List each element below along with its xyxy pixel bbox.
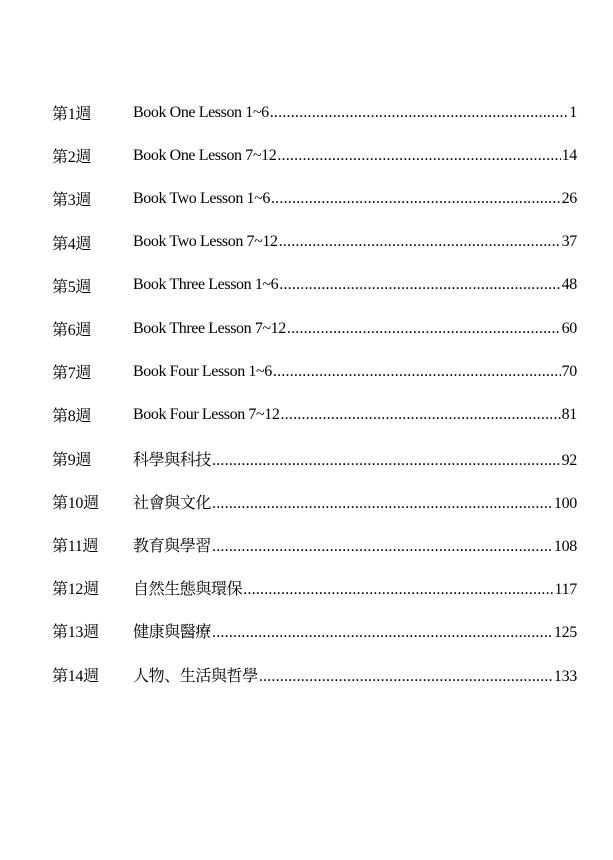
toc-title: Book Four Lesson 1~6 (133, 362, 272, 380)
dot-leader (277, 147, 560, 165)
toc-title: 社會與文化 (133, 494, 212, 512)
toc-week-label: 第13週 (52, 624, 99, 642)
toc-title: Book Three Lesson 1~6 (133, 276, 279, 294)
toc-title: 人物、生活與哲學 (133, 667, 258, 685)
toc-week-label: 第8週 (52, 408, 92, 426)
dot-leader (273, 363, 561, 381)
toc-page-number: 37 (561, 233, 577, 251)
toc-entry[interactable] (0, 480, 613, 523)
dot-leader (212, 538, 553, 556)
dot-leader (212, 624, 553, 642)
toc-entry[interactable] (0, 609, 613, 652)
toc-entry-line (133, 447, 577, 470)
dot-leader (212, 495, 553, 513)
dot-leader (279, 276, 560, 294)
toc-entry-line (133, 104, 577, 122)
toc-page-number: 125 (553, 624, 577, 642)
toc-title: Book One Lesson 7~12 (133, 146, 277, 164)
toc-entry-line (133, 276, 577, 294)
toc-page-number: 117 (554, 581, 577, 599)
toc-entry[interactable] (0, 350, 613, 393)
toc-page-number: 14 (561, 146, 577, 164)
toc-entry[interactable] (0, 177, 613, 220)
toc-entry[interactable] (0, 134, 613, 177)
toc-week-label: 第14週 (52, 667, 99, 685)
toc-week-label: 第1週 (52, 106, 92, 124)
toc-entry[interactable] (0, 393, 613, 436)
toc-entry-line (133, 533, 577, 556)
toc-title: 科學與科技 (133, 451, 212, 469)
toc-title: 健康與醫療 (133, 624, 212, 642)
toc-title: Book One Lesson 1~6 (133, 103, 269, 121)
toc-page-number: 26 (561, 189, 577, 207)
dot-leader (259, 668, 553, 686)
toc-week-label: 第7週 (52, 365, 92, 383)
toc-week-label: 第6週 (52, 322, 92, 340)
dot-leader (271, 190, 561, 208)
toc-title: 自然生態與環保 (133, 581, 243, 599)
toc-title: Book Two Lesson 1~6 (133, 189, 270, 207)
toc-page-number: 92 (561, 451, 577, 469)
toc-entry-line (133, 363, 577, 381)
toc-week-label: 第12週 (52, 581, 99, 599)
toc-week-label: 第4週 (52, 235, 92, 253)
toc-page-number: 48 (561, 276, 577, 294)
toc-entry[interactable] (0, 91, 613, 134)
dot-leader (212, 452, 561, 470)
toc-title: 教育與學習 (133, 537, 212, 555)
toc-week-label: 第2週 (52, 149, 92, 167)
toc-week-label: 第10週 (52, 494, 99, 512)
toc-page-number: 100 (553, 494, 577, 512)
toc-page-number: 70 (561, 362, 577, 380)
toc-page-number: 108 (553, 537, 577, 555)
toc-page-number: 1 (569, 103, 577, 121)
toc-entry[interactable] (0, 221, 613, 264)
toc-entry-line (133, 147, 577, 165)
toc-entry-line (133, 320, 577, 338)
toc-entry[interactable] (0, 652, 613, 695)
toc-title: Book Two Lesson 7~12 (133, 233, 278, 251)
dot-leader (280, 406, 560, 424)
toc-entry[interactable] (0, 566, 613, 609)
toc-entry-line (133, 233, 577, 251)
toc-week-label: 第11週 (52, 537, 99, 555)
dot-leader (243, 581, 553, 599)
toc-entry-line (133, 406, 577, 424)
toc-entry[interactable] (0, 307, 613, 350)
toc-entry-line (133, 663, 577, 686)
toc-entry-line (133, 619, 577, 642)
toc-week-label: 第3週 (52, 192, 92, 210)
dot-leader (287, 320, 561, 338)
toc-page-number: 60 (561, 319, 577, 337)
toc-entry[interactable] (0, 264, 613, 307)
toc-page-number: 81 (561, 405, 577, 423)
toc-title: Book Four Lesson 7~12 (133, 405, 280, 423)
toc-entry-line (133, 190, 577, 208)
toc-entry-line (133, 576, 577, 599)
toc-entry[interactable] (0, 437, 613, 480)
toc-entry[interactable] (0, 523, 613, 566)
toc-entry-line (133, 490, 577, 513)
dot-leader (279, 233, 561, 251)
toc-week-label: 第5週 (52, 278, 92, 296)
dot-leader (270, 104, 569, 122)
toc-title: Book Three Lesson 7~12 (133, 319, 286, 337)
toc-week-label: 第9週 (52, 451, 92, 469)
toc-page-number: 133 (553, 667, 577, 685)
table-of-contents (0, 91, 613, 696)
